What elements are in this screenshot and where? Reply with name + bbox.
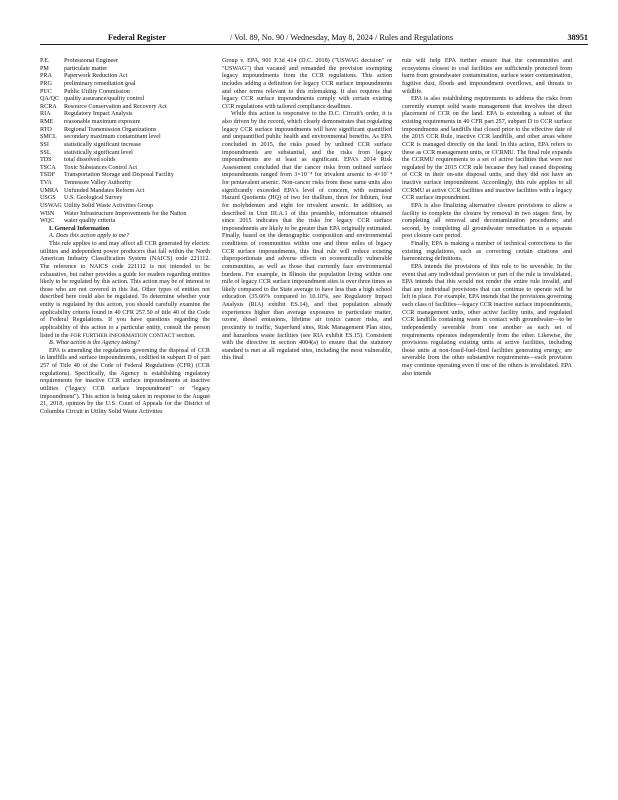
column-2: [222, 58, 392, 783]
abbreviation-entry: [40, 66, 210, 74]
paragraph-uswag: Group v. EPA, 901 F.3d 414 (D.C. 2018) ("USWAG decision" or "USWAG") that vacated and remanded the provision exempting legacy impoundments from the CCR regulations. This action includes adding a definition for legacy CCR surface impoundments and other terms relevant to this rulemaking. It also requires that legacy CCR surface impoundments comply with certain existing CCR regulations with tailored compliance deadlines.: [222, 58, 392, 110]
column-3: [402, 58, 572, 783]
abbreviation-definition: statistically significant increase: [64, 141, 142, 148]
abbreviation-entry: [40, 211, 210, 219]
abbreviation-term: SSL: [40, 149, 51, 156]
abbreviation-term: RIA: [40, 111, 51, 118]
paragraph-ccrmu: EPA is also establishing requirements to address the risks from currently exempt solid waste management that involves the direct placement of CCR on the land. EPA is extending a subset of the existing requirements in 40 CFR part 257, subpart D to CCR surface impoundments and landfills that closed prior to the effective date of the 2015 CCR Rule, inactive CCR landfills, and other areas where CCR is managed directly on the land. In this action, EPA refers to these as CCR management units, or CCRMU. The final rule expands the CCRMU requirements to a set of active facilities that were not regulated by the 2015 CCR rule because they had ceased disposing of CCR in their on-site disposal units, and they did not have an inactive surface impoundment. Accordingly, this rule applies to all CCRMU at active CCR facilities and inactive facilities with a legacy CCR surface impoundment.: [402, 96, 572, 202]
abbreviation-entry: [40, 104, 210, 112]
abbreviation-definition: quality assurance/quality control: [64, 96, 145, 103]
abbreviation-entry: [40, 142, 210, 150]
abbreviation-term: TSDF: [40, 172, 56, 179]
abbreviation-entry: [40, 127, 210, 135]
abbreviation-list: [40, 58, 210, 226]
abbreviation-entry: [40, 89, 210, 97]
abbreviation-entry: [40, 165, 210, 173]
abbreviation-entry: [40, 81, 210, 89]
abbreviation-entry: [40, 203, 210, 211]
abbreviation-definition: Professional Engineer: [64, 58, 119, 64]
further-info-contact-ref: FOR FURTHER INFORMATION CONTACT: [70, 332, 175, 339]
abbreviation-term: TVA: [40, 180, 52, 186]
abbreviation-definition: Regulatory Impact Analysis: [64, 111, 133, 118]
abbreviation-term: QA/QC: [40, 96, 60, 103]
abbreviation-term: TSCA: [40, 164, 56, 171]
abbreviation-definition: Paperwork Reduction Act: [64, 73, 128, 80]
abbreviation-entry: [40, 157, 210, 165]
subheading-b: B. What action is the Agency taking?: [49, 340, 140, 347]
abbreviation-definition: Water Infrastructure Improvements for the Nation: [64, 210, 187, 217]
abbreviation-term: PM: [40, 65, 49, 72]
abbreviation-term: RCRA: [40, 103, 57, 110]
abbreviation-definition: Toxic Substances Control Act: [64, 164, 138, 171]
abbreviation-definition: total dissolved solids: [64, 157, 116, 164]
page-header: [40, 32, 588, 45]
abbreviation-term: TDS: [40, 157, 52, 164]
abbreviation-definition: particulate matter: [64, 65, 108, 72]
abbreviation-definition: Unfunded Mandates Reform Act: [64, 187, 145, 194]
abbreviation-entry: [40, 96, 210, 104]
paragraph-applicability: This rule applies to and may affect all CCR generated by electric utilities and independent power producers that fall within the North American Industry Classification System (NAICS) code 221112. The reference to NAICS code 221112 is not intended to be exhaustive, but rather provides a guide for readers regarding entities likely to be regulated by this action. This action may be of interest to those who are not covered in this list. Other types of entities not described here could also be regulated. To determine whether your entity is regulated by this action, you should carefully examine the applicability criteria found in 40 CFR 257.50 of title 40 of the Code of Federal Regulations. If you have questions regarding the applicability of this action to a particular entity, consult the person listed in the FOR FURTHER INFORMATION CONTACT section.: [40, 241, 210, 339]
abbreviation-definition: statistically significant level: [64, 149, 133, 156]
abbreviation-entry: [40, 73, 210, 81]
abbreviation-term: RME: [40, 119, 54, 125]
abbreviation-entry: [40, 188, 210, 196]
abbreviation-entry: [40, 172, 210, 180]
abbreviation-term: PRA: [40, 73, 52, 80]
abbreviation-definition: reasonable maximum exposure: [64, 119, 141, 125]
abbreviation-definition: Tennessee Valley Authority: [64, 180, 132, 186]
abbreviation-term: USWAG: [40, 202, 62, 209]
abbreviation-term: WQC: [40, 218, 55, 225]
abbreviation-entry: [40, 58, 210, 66]
abbreviation-term: PRG: [40, 80, 52, 87]
abbreviation-term: RTO: [40, 126, 52, 133]
paragraph-risks: While this action is responsive to the D.C. Circuit's order, it is also driven by the record, which clearly demonstrates that regulating legacy CCR surface impoundments will have significant quantified and unquantified public health and environmental benefits. As EPA concluded in 2015, the risks posed by unlined CCR surface impoundments are substantial, and the risks from legacy impoundments are at least as significant. EPA's 2014 Risk Assessment concluded that the cancer risks from unlined surface impoundments ranged from 3×10⁻⁴ for trivalent arsenic to 4×10⁻⁴ for pentavalent arsenic. Non-cancer risks from these same units also significantly exceeded EPA's level of concern, with estimated Hazard Quotients (HQ) of two for thallium, three for lithium, four for molybdenum and eight for trivalent arsenic. In addition, as described in Unit III.A.1 of this preamble, information obtained since 2015 indicates that the risks for legacy CCR surface impoundments are likely to be greater than EPA originally estimated. Finally, based on the demographic composition and environmental conditions of communities within one and three miles of legacy CCR surface impoundments, this final rule will reduce existing disproportionate and adverse effects on economically vulnerable communities, as well as those that currently face environmental burdens. For example, in Illinois the population living within one mile of legacy CCR surface impoundment sites is over three times as likely compared to the State average to have less than a high school education (35.66% compared to 10.10%, see Regulatory Impact Analysis (RIA) exhibit ES.14), and that population already experiences higher than average exposures to particulate matter, ozone, diesel emissions, lifetime air toxics cancer risks, and proximity to traffic, Superfund sites, Risk Management Plan sites, and hazardous waste facilities (see RIA exhibit ES.15). Consistent with the directive in section 4004(a) to ensure that the statutory standard is met at all regulated sites, including the most vulnerable, this final: [222, 111, 392, 362]
abbreviation-entry: [40, 134, 210, 142]
abbreviation-definition: Utility Solid Waste Activities Group: [64, 202, 154, 209]
issue-info: / Vol. 89, No. 90 / Wednesday, May 8, 2024 / Rules and Regulations: [230, 33, 454, 42]
abbreviation-term: UMRA: [40, 187, 59, 194]
abbreviation-term: SMCL: [40, 134, 57, 141]
abbreviation-definition: Regional Transmission Organizations: [64, 126, 157, 133]
abbreviation-entry: [40, 195, 210, 203]
paragraph-severability: EPA intends the provisions of this rule to be severable. In the event that any individual provision or part of the rule is invalidated, EPA intends that this would not render the entire rule invalid, and that any individual provisions that can continue to operate will be left in place. For example, EPA intends that the provisions governing each class of facilities—legacy CCR inactive surface impoundments, CCR management units, other active facility units, and regulated CCR landfills containing waste in contact with groundwater—to be independently severable from one another as each set of requirements operates independently from the other. Likewise, the provisions regulating existing units at active facilities, including those units at non-fossil-fuel-fired facilities generating energy, are severable from the other substantive requirements—each provision may continue operating even if one of the others is invalidated. EPA also intends: [402, 263, 572, 377]
abbreviation-definition: preliminary remediation goal: [64, 80, 136, 87]
abbreviation-definition: Transportation Storage and Disposal Facility: [64, 172, 174, 179]
subheading-a: A. Does this action apply to me?: [49, 233, 129, 240]
page-number: 38951: [567, 33, 588, 42]
abbreviation-definition: Resource Conservation and Recovery Act: [64, 103, 167, 110]
paragraph-communities: rule will help EPA further ensure that the communities and ecosystems closest to coal facilities are sufficiently protected from harm from groundwater contamination, surface water contamination, fugitive dust, floods and impoundment overflows, and threats to wildlife.: [402, 58, 572, 95]
paragraph-closure: EPA is also finalizing alternative closure provisions to allow a facility to complete the closure by removal in two stages: first, by completing all removal and decontamination procedures; and second, by completing all groundwater remediation in a separate post closure care period.: [402, 202, 572, 240]
paragraph-corrections: Finally, EPA is making a number of technical corrections to the existing regulations, such as correcting certain citations and harmonizing definitions.: [402, 241, 572, 263]
abbreviation-term: SSI: [40, 141, 49, 148]
journal-name: Federal Register: [108, 33, 166, 42]
section-heading: I. General Information: [49, 225, 110, 232]
abbreviation-definition: secondary maximum contaminant level: [64, 134, 161, 141]
abbreviation-term: PUC: [40, 88, 52, 95]
abbreviation-definition: Public Utility Commission: [64, 88, 130, 95]
abbreviation-entry: [40, 111, 210, 119]
paragraph-action: EPA is amending the regulations governing the disposal of CCR in landfills and surface impoundments, codified in subpart D of part 257 of Title 40 of the Code of Federal Regulations (CFR) (CCR regulations). Specifically, the Agency is establishing regulatory requirements for inactive CCR surface impoundments at inactive utilities ("legacy CCR surface impoundment" or "legacy impoundment"). This action is being taken in response to the August 21, 2018, opinion by the U.S. Court of Appeals for the District of Columbia Circuit in Utility Solid Waste Activities: [40, 347, 210, 415]
column-1: [40, 58, 210, 783]
abbreviation-term: WIIN: [40, 210, 55, 217]
abbreviation-entry: [40, 180, 210, 188]
abbreviation-term: USGS: [40, 195, 56, 202]
abbreviation-definition: U.S. Geological Survey: [64, 195, 123, 202]
abbreviation-entry: [40, 218, 210, 226]
abbreviation-definition: water quality criteria: [64, 218, 116, 225]
abbreviation-entry: [40, 150, 210, 158]
abbreviation-term: P.E.: [40, 58, 50, 64]
abbreviation-entry: [40, 119, 210, 127]
